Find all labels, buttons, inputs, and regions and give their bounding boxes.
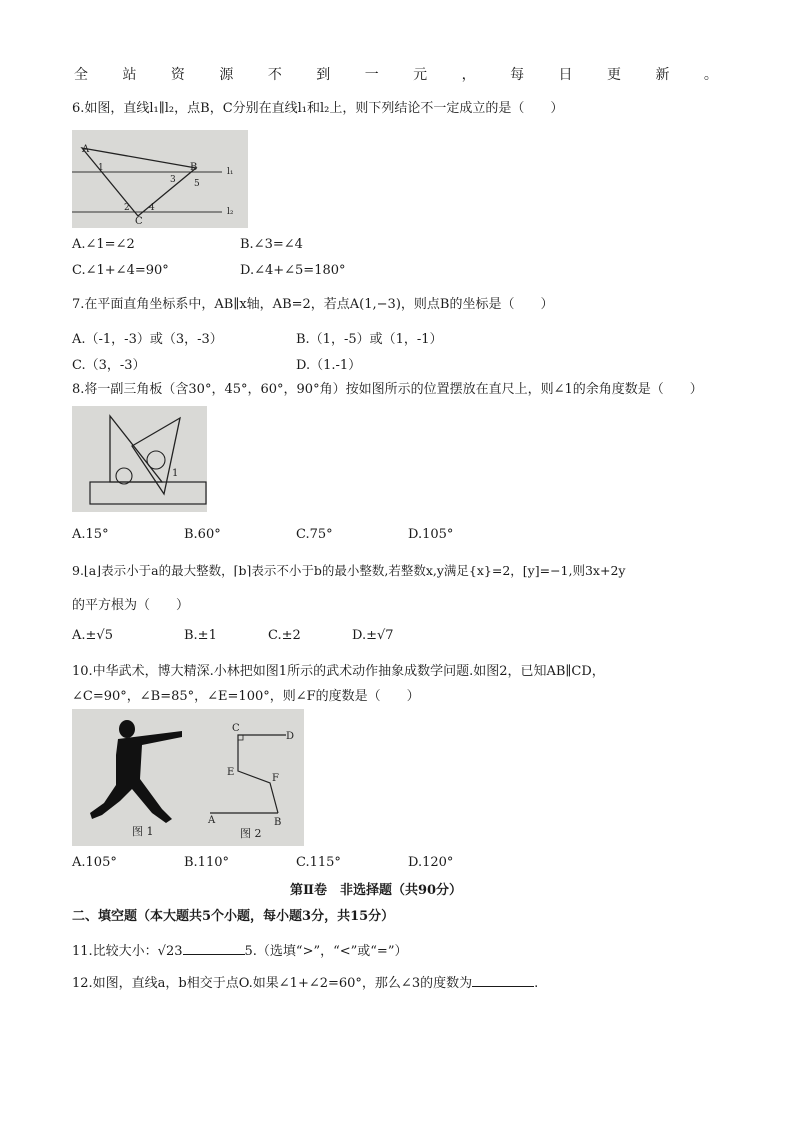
q11-answer-blank bbox=[183, 943, 245, 955]
q11-before: 11.比较大小：√23 bbox=[72, 944, 183, 959]
q10-option-b: B.110° bbox=[184, 855, 229, 870]
angle-2: 2 bbox=[124, 203, 130, 213]
q6-option-b: B.∠3=∠4 bbox=[240, 237, 303, 252]
q10-line2: ∠C=90°，∠B=85°，∠E=100°，则∠F的度数是（ ） bbox=[72, 689, 420, 704]
banner-char: 全 bbox=[74, 67, 88, 83]
q10-option-c: C.115° bbox=[296, 855, 341, 870]
q7-option-c: C.（3，-3） bbox=[72, 358, 146, 373]
label-l2: l₂ bbox=[227, 207, 234, 217]
q12-before: 12.如图，直线a，b相交于点O.如果∠1+∠2=60°，那么∠3的度数为 bbox=[72, 976, 473, 991]
label-b: B bbox=[274, 817, 282, 828]
banner-char: 站 bbox=[122, 67, 137, 83]
q11-line bbox=[72, 940, 407, 959]
label-c: C bbox=[135, 216, 143, 227]
banner-char: 日 bbox=[558, 67, 573, 83]
q10-figure bbox=[72, 709, 304, 846]
q9-option-c: C.±2 bbox=[268, 628, 301, 643]
q8-option-c: C.75° bbox=[296, 527, 333, 542]
label-a: A bbox=[208, 815, 216, 826]
angle-5: 5 bbox=[194, 179, 200, 189]
q8-option-d: D.105° bbox=[408, 527, 454, 542]
banner-char: 。 bbox=[703, 67, 718, 83]
q10-option-a: A.105° bbox=[72, 855, 117, 870]
q6-option-d: D.∠4+∠5=180° bbox=[240, 263, 346, 278]
q7-option-a: A.（-1，-3）或（3，-3） bbox=[72, 332, 223, 347]
banner-char: 更 bbox=[606, 67, 621, 83]
q12-answer-blank bbox=[472, 975, 534, 987]
banner-char: 到 bbox=[316, 67, 331, 83]
q9-line1: 9.⌊a⌋表示小于a的最大整数，⌈b⌉表示不小于b的最小整数,若整数x,y满足{x}=2，[y]=−1,则3x+2y bbox=[72, 563, 626, 578]
banner-char: 新 bbox=[655, 67, 670, 83]
label-b: B bbox=[190, 162, 198, 173]
label-c: C bbox=[232, 723, 240, 734]
angle-1: 1 bbox=[98, 163, 104, 173]
q12-line bbox=[72, 972, 538, 991]
banner-char: 一 bbox=[364, 67, 379, 83]
martial-arts-diagram bbox=[72, 709, 304, 846]
section-title: 第Ⅱ卷 非选择题（共90分） bbox=[290, 883, 463, 898]
banner-line bbox=[74, 64, 718, 84]
banner-char: 元 bbox=[413, 67, 428, 83]
banner-char: 不 bbox=[267, 67, 282, 83]
q9-option-b: B.±1 bbox=[184, 628, 217, 643]
q6-figure bbox=[72, 130, 248, 228]
q7-stem: 7.在平面直角坐标系中，AB∥x轴，AB=2，若点A(1,−3)，则点B的坐标是（ ） bbox=[72, 297, 554, 312]
q11-after: 5.（选填“>”，“<”或“=”） bbox=[244, 944, 408, 959]
caption-fig1: 图 1 bbox=[132, 825, 154, 838]
label-l1: l₁ bbox=[227, 167, 234, 177]
banner-char: 资 bbox=[170, 67, 185, 83]
parallel-lines-diagram bbox=[72, 130, 248, 228]
caption-fig2: 图 2 bbox=[240, 827, 262, 840]
q8-stem: 8.将一副三角板（含30°，45°，60°，90°角）按如图所示的位置摆放在直尺上，则∠1的余角度数是（ ） bbox=[72, 382, 703, 397]
label-e: E bbox=[227, 767, 235, 778]
q6-option-c: C.∠1+∠4=90° bbox=[72, 263, 169, 278]
q8-figure bbox=[72, 406, 207, 512]
q8-option-b: B.60° bbox=[184, 527, 221, 542]
angle-1: 1 bbox=[172, 468, 179, 479]
label-f: F bbox=[272, 773, 279, 784]
banner-char: ， bbox=[461, 67, 476, 83]
q9-option-a: A.±√5 bbox=[72, 628, 113, 643]
q9-line2: 的平方根为（ ） bbox=[72, 598, 190, 613]
martial-artist-silhouette bbox=[90, 720, 182, 823]
part-title: 二、填空题（本大题共5个小题，每小题3分，共15分） bbox=[72, 909, 395, 924]
q10-line1: 10.中华武术，博大精深.小林把如图1所示的武术动作抽象成数学问题.如图2，已知AB∥CD， bbox=[72, 664, 605, 679]
angle-3: 3 bbox=[170, 175, 176, 185]
q8-option-a: A.15° bbox=[72, 527, 109, 542]
q7-option-b: B.（1，-5）或（1，-1） bbox=[296, 332, 443, 347]
set-squares-diagram bbox=[72, 406, 207, 512]
banner-char: 每 bbox=[510, 67, 525, 83]
q9-option-d: D.±√7 bbox=[352, 628, 394, 643]
q7-option-d: D.（1.-1） bbox=[296, 358, 362, 373]
q10-option-d: D.120° bbox=[408, 855, 454, 870]
q6-option-a: A.∠1=∠2 bbox=[72, 237, 135, 252]
label-d: D bbox=[286, 731, 295, 742]
q12-after: . bbox=[534, 976, 539, 991]
banner-char: 源 bbox=[219, 67, 234, 83]
angle-4: 4 bbox=[149, 203, 155, 213]
q6-stem: 6.如图，直线l₁∥l₂，点B，C分别在直线l₁和l₂上，则下列结论不一定成立的是（ ） bbox=[72, 101, 564, 116]
label-a: A bbox=[82, 144, 90, 155]
